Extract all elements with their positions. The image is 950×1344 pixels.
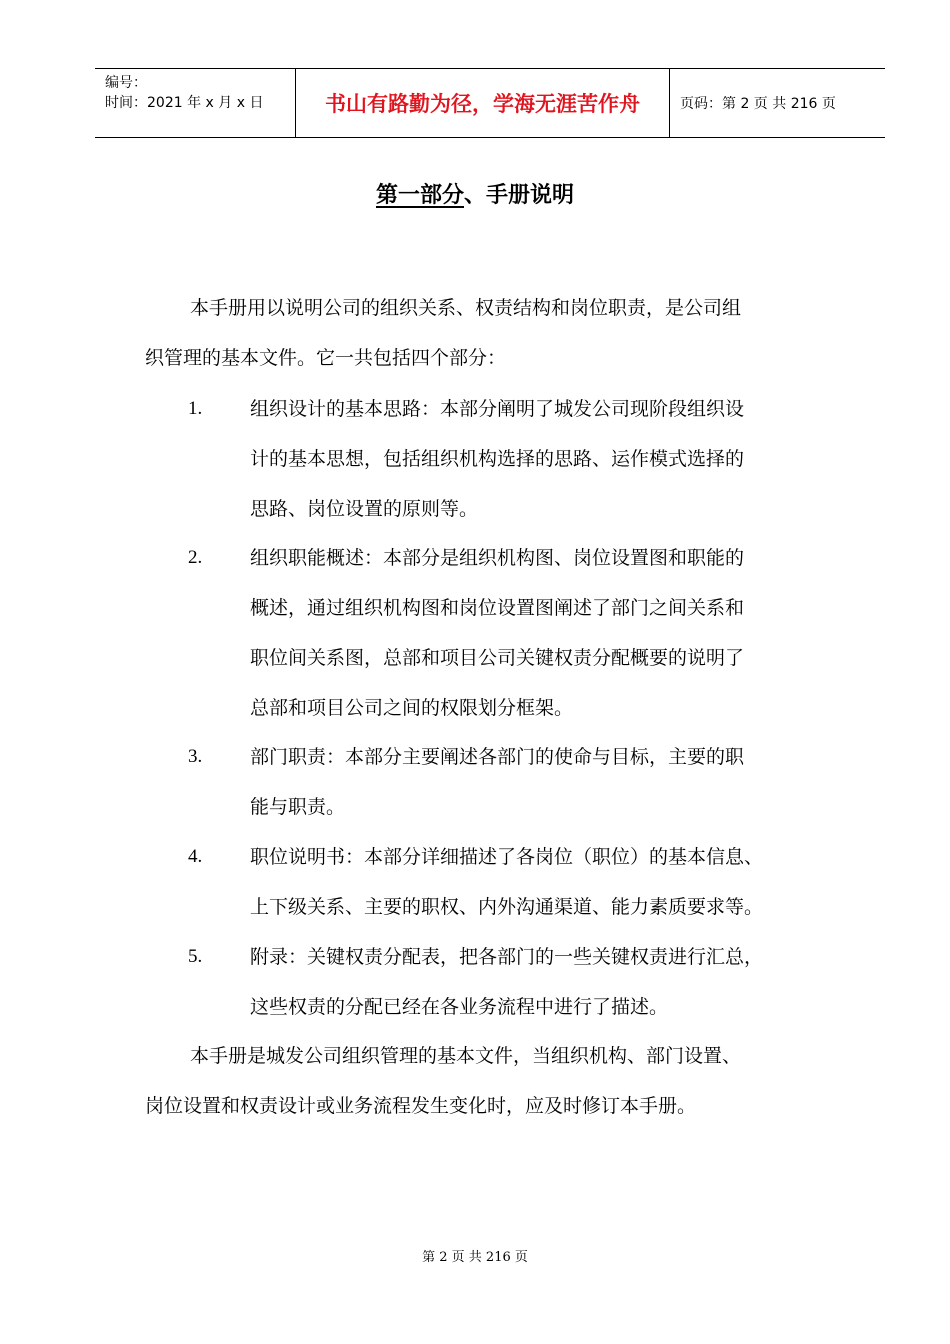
intro-line-1: 本手册用以说明公司的组织关系、权责结构和岗位职责，是公司组 [190,297,742,319]
closing-line-1: 本手册是城发公司组织管理的基本文件，当组织机构、部门设置、 [190,1045,742,1067]
page-header [95,68,885,138]
header-page-info: 页码：第 2 页 共 216 页 [680,96,836,112]
list-item-number: 2. [188,547,203,568]
list-item-number: 4. [188,846,203,867]
header-motto: 书山有路勤为径，学海无涯苦作舟 [296,69,670,137]
serial-number-label: 编号： [105,75,147,91]
closing-line-2: 岗位设置和权责设计或业务流程发生变化时，应及时修订本手册。 [145,1095,697,1117]
list-item-line: 概述，通过组织机构图和岗位设置图阐述了部门之间关系和 [250,597,745,619]
list-item-line: 组织设计的基本思路：本部分阐明了城发公司现阶段组织设 [250,398,745,420]
section-title-rest: 、手册说明 [464,183,575,208]
header-meta-cell [95,69,296,137]
list-item [188,932,858,1032]
list-item-line: 职位说明书：本部分详细描述了各岗位（职位）的基本信息、 [250,846,764,868]
section-title-underlined: 第一部分 [375,183,464,208]
list-item [188,533,858,733]
list-item-line: 附录：关键权责分配表，把各部门的一些关键权责进行汇总， [250,946,764,968]
list-item-line: 上下级关系、主要的职权、内外沟通渠道、能力素质要求等。 [250,896,764,918]
list-item-line: 组织职能概述：本部分是组织机构图、岗位设置图和职能的 [250,547,745,569]
list-item-line: 部门职责：本部分主要阐述各部门的使命与目标，主要的职 [250,746,745,768]
list-item-number: 5. [188,946,203,967]
list-item-line: 这些权责的分配已经在各业务流程中进行了描述。 [250,996,669,1018]
list-item-number: 3. [188,746,203,767]
intro-paragraph [145,283,845,383]
list-item-line: 总部和项目公司之间的权限划分框架。 [250,697,574,719]
list-item-line: 职位间关系图，总部和项目公司关键权责分配概要的说明了 [250,647,745,669]
list-item [188,732,858,832]
list-item-line: 计的基本思想，包括组织机构选择的思路、运作模式选择的 [250,448,745,470]
list-item-line: 能与职责。 [250,796,346,818]
closing-paragraph [145,1031,845,1131]
intro-line-2: 织管理的基本文件。它一共包括四个部分： [145,347,507,369]
date-label: 时间：2021 年 x 月 x 日 [105,95,264,111]
section-title [0,178,950,209]
list-item [188,832,858,932]
list-item-number: 1. [188,398,203,419]
list-item-line: 思路、岗位设置的原则等。 [250,498,479,520]
page-footer: 第 2 页 共 216 页 [422,1250,528,1265]
list-item [188,384,858,534]
